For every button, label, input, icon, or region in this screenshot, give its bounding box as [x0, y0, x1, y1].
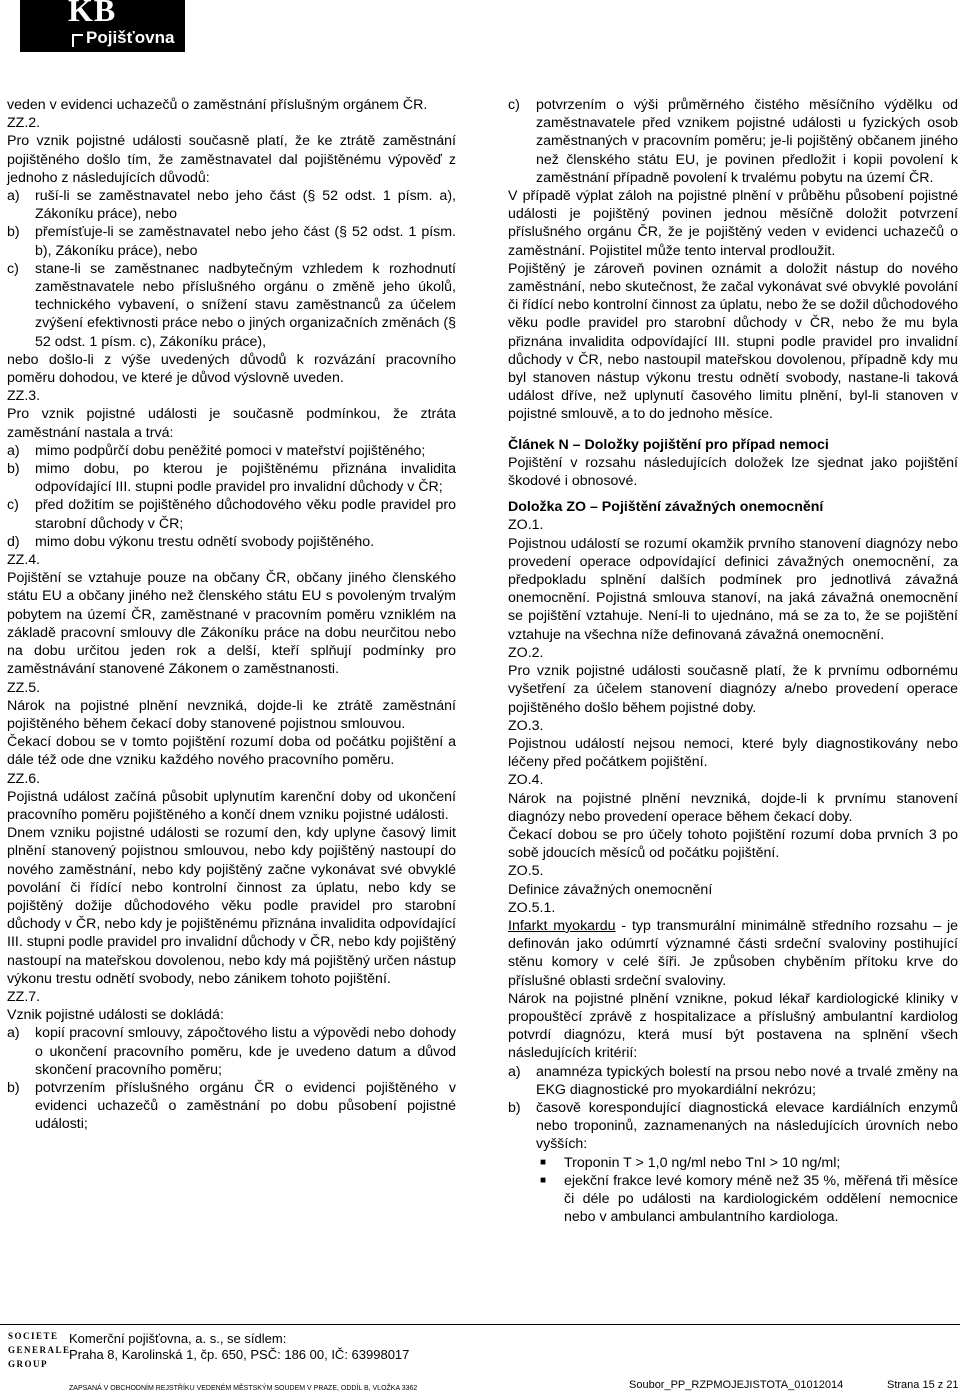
paragraph: nebo došlo-li z výše uvedených důvodů k rozvázání pracovního poměru dohodou, ve které je důvod výslovně uveden.: [7, 351, 456, 387]
item-label: b): [508, 1099, 521, 1116]
item-text: mimo dobu, po kterou je pojištěnému přiznána invalidita odpovídající III. stupni podle pravidel pro invalidní důchody v ČR;: [35, 461, 456, 496]
sg-line: GROUP: [8, 1359, 48, 1369]
page-number: Strana 15 z 21: [887, 1379, 959, 1391]
bullet-icon: ■: [540, 1174, 547, 1186]
sg-line: GENERALE: [8, 1345, 71, 1355]
list-item: [7, 260, 456, 351]
list-item: [7, 460, 456, 496]
list-item: [7, 223, 456, 259]
paragraph: Pro vznik pojistné události současně platí, že k prvnímu odbornému vyšetření za účelem stanovení diagnózy a/nebo provedení operace pojištěného došlo během pojistné doby.: [508, 663, 958, 716]
paragraph: V případě výplat záloh na pojistné plnění v průběhu působení pojistné události je pojištěný povinen jednou měsíčně doložit potvrzení příslušného orgánu ČR, že je pojištěný veden v evidenci uchazečů o zaměstnání. Pojistitel může tento interval prodloužit.: [508, 188, 958, 259]
item-text: časově korespondující diagnostická elevace kardiálních enzymů nebo troponinů, zaznamenaných na následujících úrovních nebo vyšších:: [536, 1099, 958, 1153]
paragraph: ZZ.6.: [7, 770, 41, 787]
item-label: b): [7, 224, 20, 241]
paragraph: Dnem vzniku pojistné události se rozumí den, kdy uplyne časový limit plnění stanovený pojistnou smlouvou, nebo kdy pojištěný nastoupí do nového zaměstnání, nebo kdy pojištěný začne vykonávat své obvyklé povolání či řídící nebo kontrolní činnost za úplatu, nebo kdy se pojištěný dožije důchodového věku podle pravidel pro starobní důchody v ČR, nebo kdy je pojištěnému přiznána invalidita odpovídající III. stupni podle pravidel pro invalidní důchody v ČR, nebo kdy pojištěný nastoupí na mateřskou dovolenou, nebo kdy má pojištěný určen nástup výkonu trestu odnětí svobody, nebo zánikem tohoto pojištění.: [7, 825, 456, 987]
paragraph: Vznik pojistné události se dokládá:: [7, 1007, 224, 1024]
article-heading: Článek N – Doložky pojištění pro případ nemoci: [508, 436, 829, 453]
paragraph: ZZ.5.: [7, 679, 41, 696]
item-label: c): [7, 260, 19, 277]
sg-line: SOCIETE: [8, 1331, 59, 1341]
right-column: [508, 96, 958, 1226]
paragraph: Pro vznik pojistné události je současně podmínkou, že ztráta zaměstnání nastala a trvá:: [7, 406, 456, 441]
paragraph: Nárok na pojistné plnění vznikne, pokud lékař kardiologické kliniky v propouštěcí zprávě z hospitalizace a příslušný ambulantní kardiolog potvrdí diagnózu, která musí být postavena na splnění všech následujících kritérií:: [508, 990, 958, 1062]
paragraph: ZO.5.: [508, 863, 544, 880]
paragraph: Čekací dobou se v tomto pojištění rozumí doba od počátku pojištění a dále též ode dne vzniku každého nového pracovního poměru.: [7, 734, 456, 769]
bullet-text: Troponin T > 1,0 ng/ml nebo TnI > 10 ng/ml;: [564, 1154, 841, 1171]
item-text: mimo dobu výkonu trestu odnětí svobody pojištěného.: [35, 533, 375, 550]
logo-sub-text: Pojišťovna: [86, 28, 175, 47]
paragraph: Pojistnou událostí se rozumí okamžik prvního stanovení diagnózy nebo provedení operace odpovídající definici závažných onemocnění, za předpokladu splnění dalších podmínek pro jednotlivá závažná onemocnění. Pojistná smlouva stanoví, na jaká závažná onemocnění se pojištění vztahuje. Není-li to ujednáno, má se za to, že se pojištění vztahuje na všechna níže definovaná závažná onemocnění.: [508, 535, 958, 643]
company-line: Komerční pojišťovna, a. s., se sídlem:: [69, 1331, 287, 1346]
paragraph: ZO.3.: [508, 717, 544, 734]
paragraph: ZZ.4.: [7, 552, 41, 569]
paragraph: Pojištění v rozsahu následujících doložek lze sjednat jako pojištění škodové i obnosové.: [508, 454, 958, 490]
paragraph: Pojištěný je zároveň povinen oznámit a doložit nástup do nového zaměstnání, nebo skutečnost, že začal vykonávat své obvyklé povolání či řídící nebo kontrolní činnost za úplatu, nebo že se dožil důchodového věku podle pravidel pro starobní důchody v ČR, nebo že mu byla přiznána invalidita odpovídající III. stupni podle pravidel pro invalidní důchody v ČR, nebo nastoupil mateřskou dovolenou, případně kdy mu byl stanoven nástup výkonu trestu odnětí svobody, nastane-li taková událost dříve, než uplynutí časového limitu plnění, byl-li stanoven v pojistné smlouvě, a to do jednoho měsíce.: [508, 260, 958, 423]
bullet-item: [508, 1154, 958, 1172]
societe-generale-logo: [8, 1329, 71, 1371]
section-heading: Doložka ZO – Pojištění závažných onemocnění: [508, 499, 824, 516]
company-address: Praha 8, Karolinská 1, čp. 650, PSČ: 186 00, IČ: 63998017: [69, 1347, 410, 1362]
list-item: [7, 533, 456, 551]
list-item: [508, 1063, 958, 1099]
left-column: [7, 96, 456, 1134]
paragraph: Definice závažných onemocnění: [508, 881, 713, 898]
item-label: b): [7, 1079, 20, 1096]
paragraph: veden v evidenci uchazečů o zaměstnání příslušným orgánem ČR.: [7, 97, 428, 113]
paragraph: ZZ.3.: [7, 388, 41, 405]
paragraph: Pojištění se vztahuje pouze na občany ČR, občany jiného členského státu EU a občany jiného než členského státu EU s povoleným trvalým pobytem na území ČR, zaměstnané v pracovním poměru vzniklém na základě pracovní smlouvy dle Zákoníku práce na dobu neurčitou nebo na dobu určitou jeden rok a delší, kteří splňují podmínky pro zaměstnávání stanovené Zákonem o zaměstnanosti.: [7, 570, 456, 678]
paragraph: Pro vznik pojistné události současně platí, že ke ztrátě zaměstnání pojištěného došlo tím, že zaměstnavatel dal pojištěnému výpověď z jednoho z následujících důvodů:: [7, 133, 456, 186]
logo-corner-icon: [72, 34, 83, 47]
item-text: před dožitím se pojištěného důchodového věku podle pravidel pro starobní důchody v ČR;: [35, 497, 456, 532]
item-text: anamnéza typických bolestí na prsou nebo nové a trvalé změny na EKG diagnostické pro myokardiální nekrózu;: [536, 1063, 958, 1098]
bullet-icon: ■: [540, 1156, 547, 1168]
paragraph: ZO.5.1.: [508, 899, 556, 916]
paragraph: Pojistná událost začíná působit uplynutím karenční doby od ukončení pracovního poměru pojištěného a končí dnem vzniku pojistné události.: [7, 788, 456, 823]
item-label: a): [7, 1025, 20, 1042]
bullet-item: [508, 1172, 958, 1227]
item-text: mimo podpůrčí dobu peněžité pomoci v mateřství pojištěného;: [35, 442, 426, 459]
list-item: [7, 442, 456, 460]
paragraph: Pojistnou událostí nejsou nemoci, které byly diagnostikovány nebo léčeny před počátkem pojištění.: [508, 735, 958, 771]
paragraph: Nárok na pojistné plnění nevzniká, dojde-li ke ztrátě zaměstnání pojištěného během čekací doby stanovené pojistnou smlouvou.: [7, 697, 456, 732]
list-item: [508, 96, 958, 187]
item-text: kopií pracovní smlouvy, zápočtového listu a výpovědi nebo dohody o ukončení pracovního poměru, kde je uvedeno datum a důvod skončení pracovního poměru;: [35, 1025, 456, 1078]
bullet-text: ejekční frakce levé komory méně než 35 %, měřená tři měsíce či déle po události na kardiologickém oddělení nemocnice nebo v ambulanci ambulantního kardiologa.: [564, 1172, 958, 1226]
company-info: [69, 1331, 409, 1363]
item-label: a): [7, 442, 20, 459]
item-text: ruší-li se zaměstnavatel nebo jeho část (§ 52 odst. 1 písm. a), Zákoníku práce), nebo: [35, 188, 456, 223]
list-item: [508, 1099, 958, 1154]
list-item: [7, 1024, 456, 1079]
item-label: a): [7, 188, 20, 205]
item-label: d): [7, 533, 20, 550]
item-label: b): [7, 461, 20, 478]
item-label: c): [7, 497, 19, 514]
kb-logo: [20, 0, 185, 52]
item-label: a): [508, 1063, 521, 1080]
paragraph: ZO.2.: [508, 644, 544, 661]
item-text: potvrzením příslušného orgánu ČR o evidenci pojištěného v evidenci uchazečů o zaměstnání po dobu působení pojistné události;: [35, 1079, 456, 1133]
footer-divider: [0, 1324, 960, 1325]
paragraph: Čekací dobou se pro účely tohoto pojištění rozumí doba prvních 3 po sobě jdoucích měsíců od počátku pojištění.: [508, 826, 958, 862]
paragraph: ZZ.7.: [7, 988, 41, 1005]
page-header: [0, 0, 960, 58]
item-text: přemísťuje-li se zaměstnavatel nebo jeho část (§ 52 odst. 1 písm. b), Zákoníku práce), nebo: [35, 224, 456, 259]
paragraph: Nárok na pojistné plnění nevzniká, dojde-li k prvnímu stanovení diagnózy nebo provedení operace během čekací doby.: [508, 790, 958, 825]
registry-note: ZAPSANÁ V OBCHODNÍM REJSTŘÍKU VEDENÉM MĚSTSKÝM SOUDEM V PRAZE, ODDÍL B, VLOŽKA 3362: [69, 1385, 418, 1392]
list-item: [7, 496, 456, 532]
paragraph: ZZ.2.: [7, 115, 41, 132]
logo-main-text: KB: [68, 0, 117, 28]
list-item: [7, 187, 456, 223]
list-item: [7, 1079, 456, 1134]
item-text: stane-li se zaměstnanec nadbytečným vzhledem k rozhodnutí zaměstnavatele nebo příslušného orgánu o změně jeho úkolů, technického vybavení, o snížení stavu zaměstnanců za účelem zvýšení efektivnosti práce nebo o jiných organizačních změnách (§ 52 odst. 1 písm. c), Zákoníku práce),: [35, 260, 456, 350]
paragraph-text: - typ transmurální minimálně středního rozsahu – je definován jako odúmrtí významné části srdeční svaloviny postihující stěnu komory v celé šíři. Je způsoben chyběním přítoku krve do příslušné oblasti srdeční svaloviny.: [508, 917, 958, 989]
paragraph: [508, 917, 958, 990]
underlined-term: Infarkt myokardu: [508, 917, 616, 934]
paragraph: ZO.1.: [508, 517, 544, 534]
item-label: c): [508, 97, 520, 113]
item-text: potvrzením o výši průměrného čistého měsíčního výdělku od zaměstnavatele před vznikem pojistné události u fyzických osob zaměstnaných v pracovním poměru; je-li pojištěný občanem jiného než členského státu EU, je povinen předložit i kopii povolení k zaměstnání případně povolení k trvalému pobytu na území ČR.: [536, 97, 958, 186]
document-name: Soubor_PP_RZPMOJEJISTOTA_01012014: [629, 1379, 844, 1391]
paragraph: ZO.4.: [508, 772, 544, 789]
